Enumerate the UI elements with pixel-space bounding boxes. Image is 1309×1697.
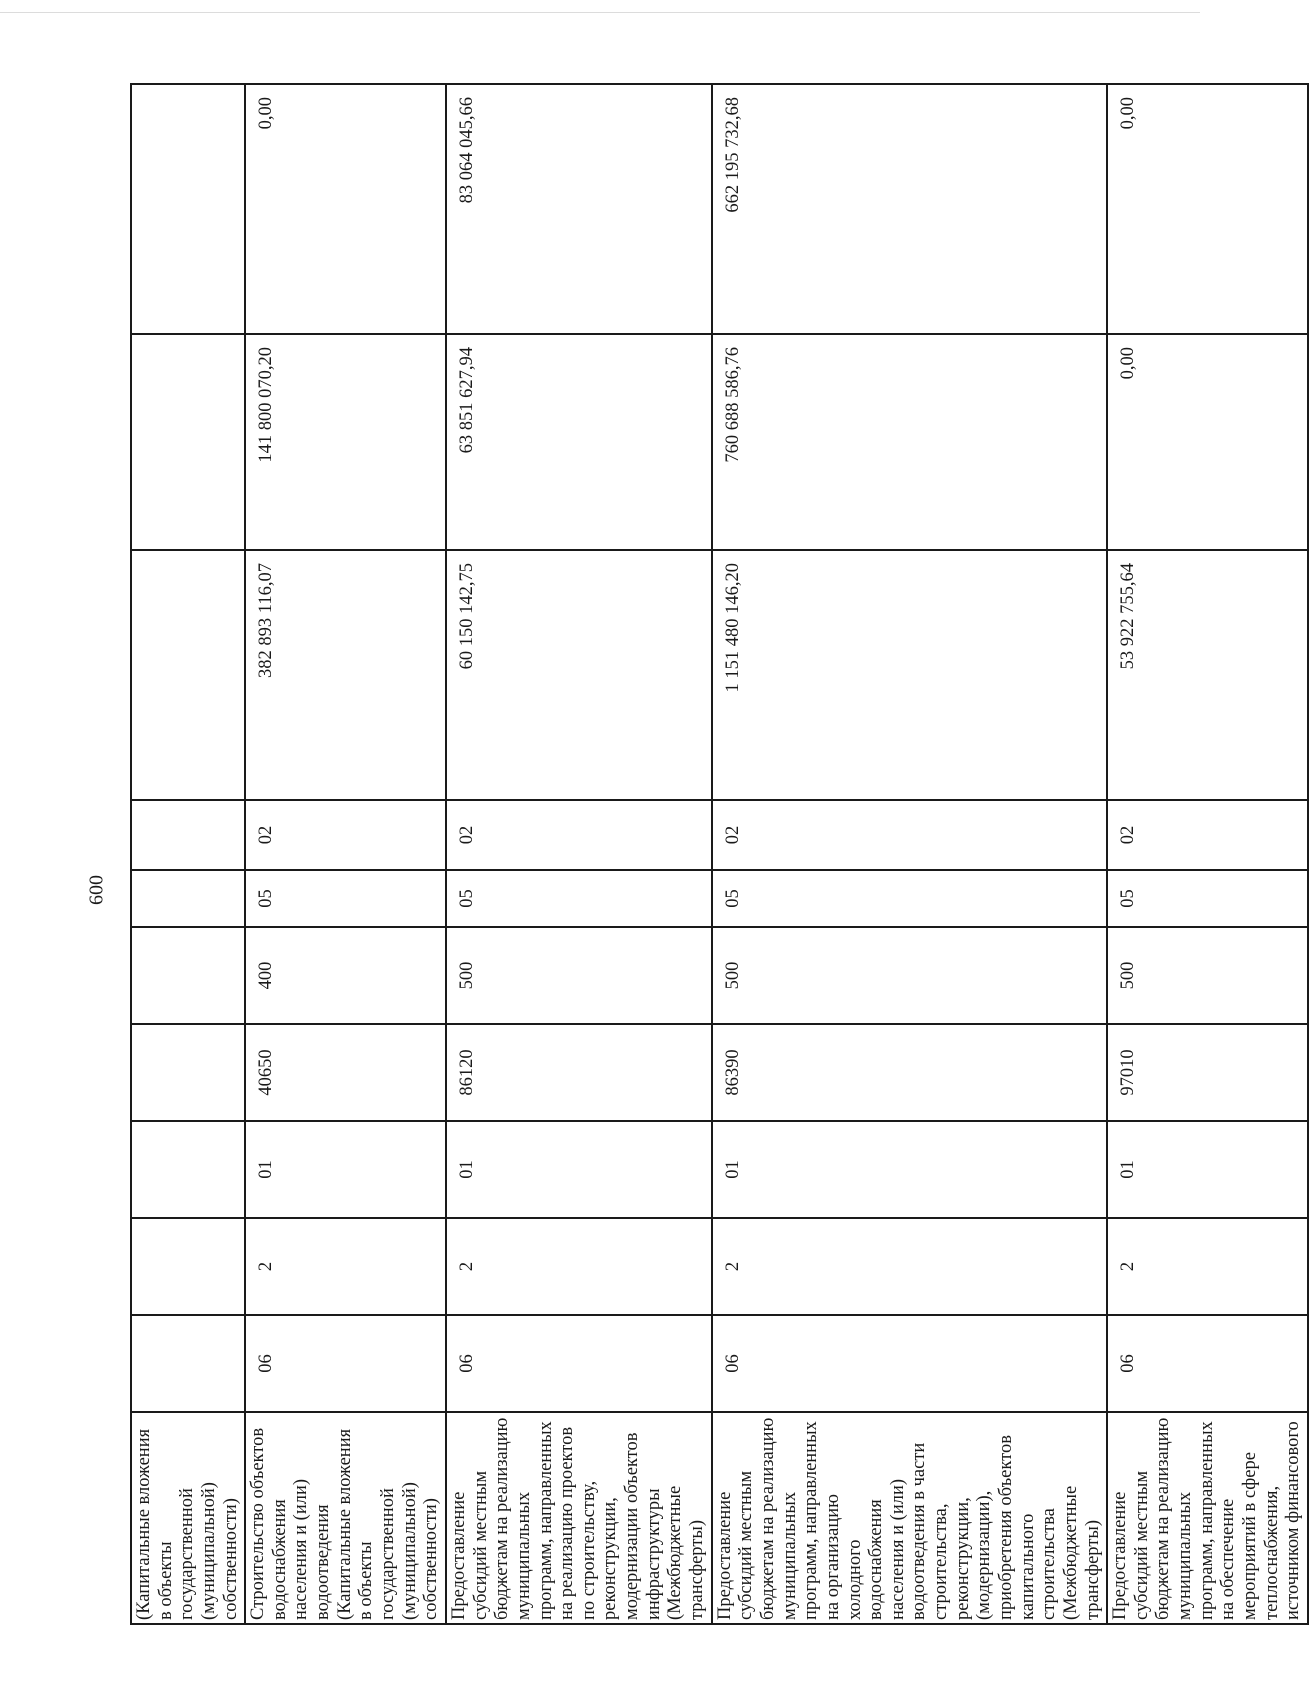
cell-section-code: 06 (712, 1315, 1108, 1412)
cell-subprogram-code: 2 (245, 1218, 446, 1315)
row-name: (Капитальные вложения в объекты государственной (муниципальной) собственности) (131, 1412, 245, 1624)
cell-subprogram-code: 2 (446, 1218, 712, 1315)
cell-amount-3: 0,00 (1107, 84, 1308, 334)
cell-subdivision: 02 (1107, 800, 1308, 870)
cell-amount-1: 1 151 480 146,20 (712, 550, 1108, 800)
table-row (131, 84, 245, 1624)
cell-target-code: 86390 (712, 1024, 1108, 1121)
cell-subprogram-code: 2 (1107, 1218, 1308, 1315)
cell-event-code: 01 (245, 1121, 446, 1218)
cell-expense-type: 400 (245, 927, 446, 1024)
cell-division (131, 870, 245, 927)
cell-amount-1: 53 922 755,64 (1107, 550, 1308, 800)
cell-section-code: 06 (1107, 1315, 1308, 1412)
cell-subdivision: 02 (712, 800, 1108, 870)
cell-event-code (131, 1121, 245, 1218)
cell-amount-3 (131, 84, 245, 334)
cell-amount-2: 141 800 070,20 (245, 334, 446, 550)
cell-amount-1: 60 150 142,75 (446, 550, 712, 800)
cell-expense-type: 500 (446, 927, 712, 1024)
cell-event-code: 01 (712, 1121, 1108, 1218)
cell-division: 05 (1107, 870, 1308, 927)
cell-event-code: 01 (446, 1121, 712, 1218)
cell-section-code (131, 1315, 245, 1412)
table-row (446, 84, 712, 1624)
cell-event-code: 01 (1107, 1121, 1308, 1218)
row-name: Строительство объектов водоснабжения населения и (или) водоотведения (Капитальные вложения в объекты государственной (муниципальной) собственности) (245, 1412, 446, 1624)
cell-amount-3: 83 064 045,66 (446, 84, 712, 334)
cell-amount-2 (131, 334, 245, 550)
cell-division: 05 (245, 870, 446, 927)
cell-subprogram-code: 2 (712, 1218, 1108, 1315)
cell-target-code: 97010 (1107, 1024, 1308, 1121)
cell-section-code: 06 (446, 1315, 712, 1412)
budget-table (130, 83, 1309, 1625)
table-row (712, 84, 1108, 1624)
cell-division: 05 (446, 870, 712, 927)
budget-table-frame (130, 85, 1304, 1625)
cell-division: 05 (712, 870, 1108, 927)
cell-target-code (131, 1024, 245, 1121)
cell-amount-2: 760 688 586,76 (712, 334, 1108, 550)
cell-amount-3: 662 195 732,68 (712, 84, 1108, 334)
row-name: Предоставление субсидий местным бюджетам на реализацию муниципальных программ, направленных на организацию холодного водоснабжения населения и (или) водоотведения в части строительства, реконструкции, (модернизации), приобретения объектов капитального строительства (Межбюджетные трансферты) (712, 1412, 1108, 1624)
page-number: 600 (85, 875, 108, 905)
cell-amount-2: 63 851 627,94 (446, 334, 712, 550)
cell-target-code: 86120 (446, 1024, 712, 1121)
row-name: Предоставление субсидий местным бюджетам на реализацию муниципальных программ, направленных на обеспечение мероприятий в сфере теплоснабжения, источником финансового (1107, 1412, 1308, 1624)
row-name: Предоставление субсидий местным бюджетам на реализацию муниципальных программ, направленных на реализацию проектов по строительству, реконструкции, модернизации объектов инфраструктуры (Межбюджетные трансферты) (446, 1412, 712, 1624)
cell-subprogram-code (131, 1218, 245, 1315)
cell-subdivision (131, 800, 245, 870)
table-row (1107, 84, 1308, 1624)
cell-subdivision: 02 (446, 800, 712, 870)
cell-expense-type (131, 927, 245, 1024)
table-row (245, 84, 446, 1624)
cell-amount-1 (131, 550, 245, 800)
cell-subdivision: 02 (245, 800, 446, 870)
cell-amount-3: 0,00 (245, 84, 446, 334)
cell-target-code: 40650 (245, 1024, 446, 1121)
cell-expense-type: 500 (712, 927, 1108, 1024)
cell-expense-type: 500 (1107, 927, 1308, 1024)
scan-edge-line (0, 12, 1200, 13)
cell-section-code: 06 (245, 1315, 446, 1412)
cell-amount-1: 382 893 116,07 (245, 550, 446, 800)
cell-amount-2: 0,00 (1107, 334, 1308, 550)
